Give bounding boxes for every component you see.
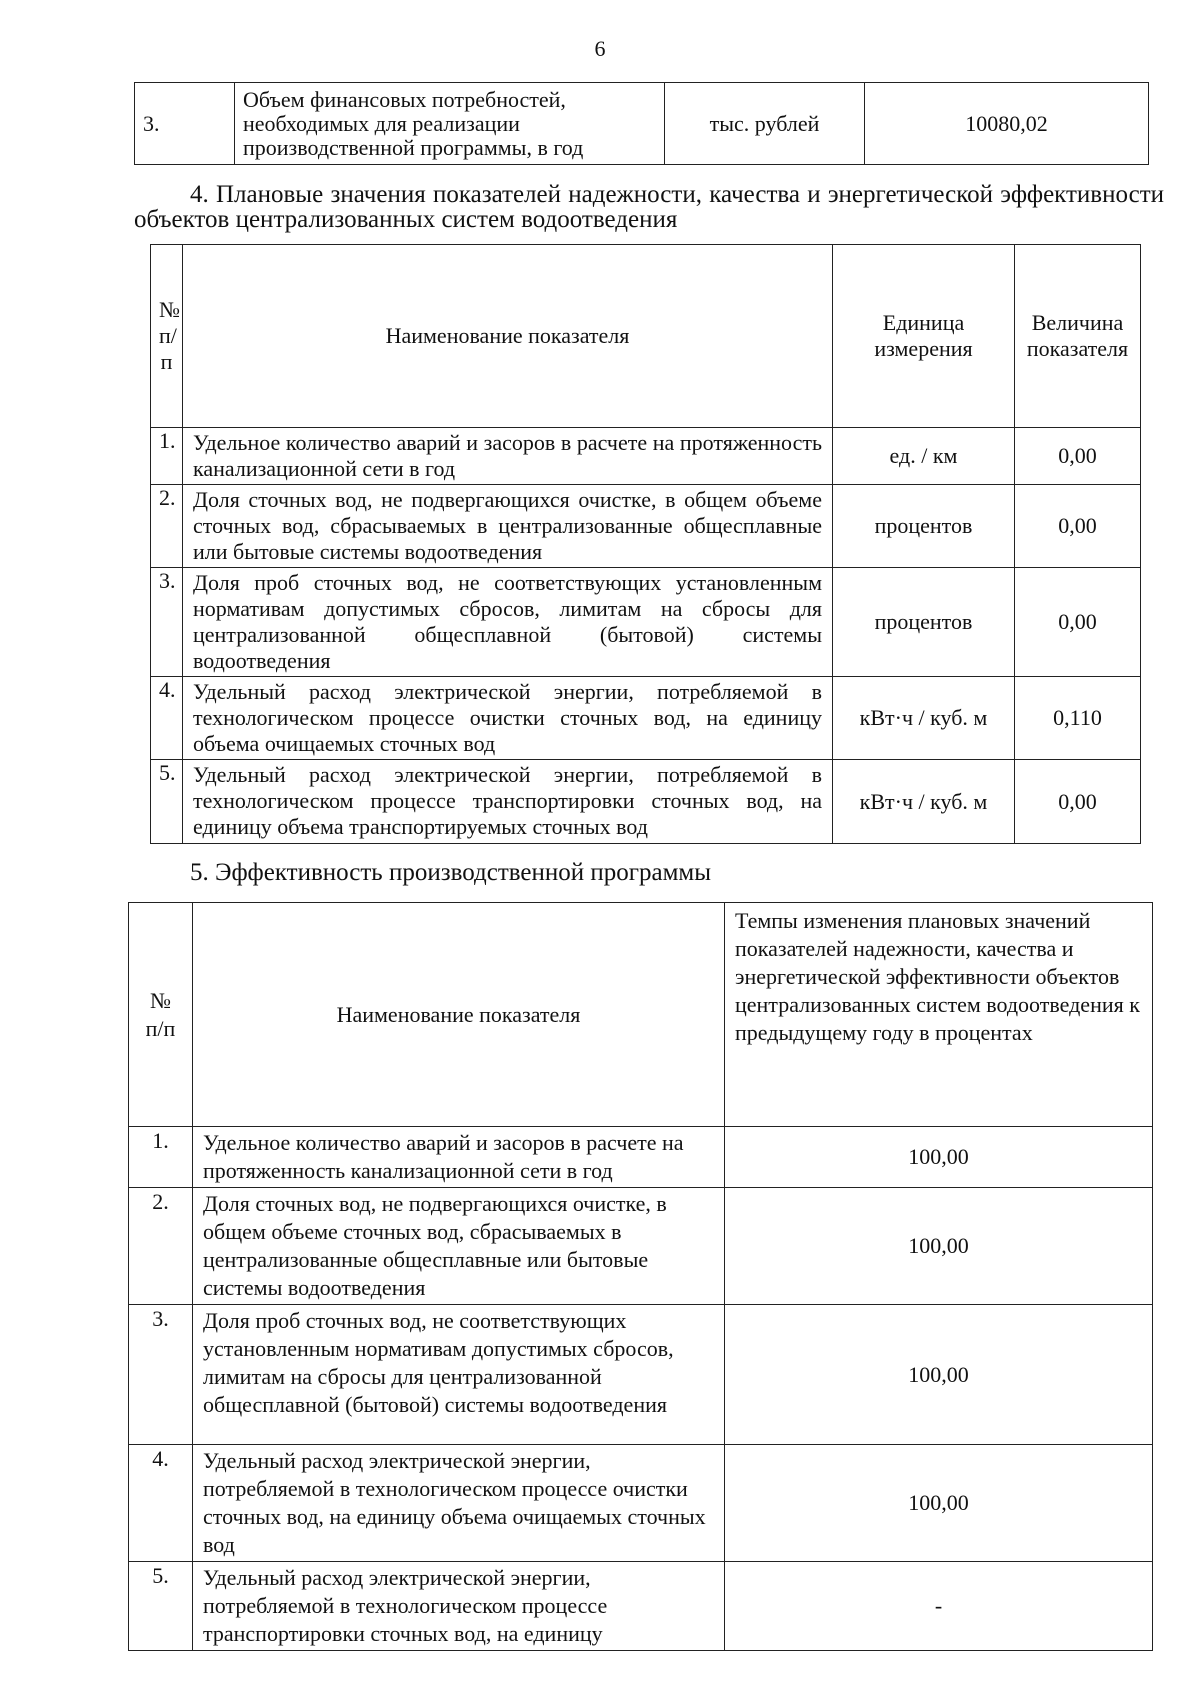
tempo-value-cell: 100,00 [725, 1305, 1153, 1445]
row-number: 3. [129, 1305, 193, 1445]
header-name: Наименование показателя [183, 245, 833, 428]
table-row [151, 428, 1141, 485]
row-number: 3. [135, 83, 235, 165]
tempo-value-cell: 100,00 [725, 1445, 1153, 1562]
section-4-heading: 4. Плановые значения показателей надежности, качества и энергетической эффективности объектов централизованных систем водоотведения [134, 181, 1164, 233]
page-number: 6 [594, 36, 606, 61]
unit-cell: кВт·ч / куб. м [833, 760, 1015, 844]
table-row [151, 677, 1141, 760]
indicator-name: Удельный расход электрической энергии, потребляемой в технологическом процессе транспортировки сточных вод, на единицу [193, 1562, 725, 1651]
table-row [151, 568, 1141, 677]
value-cell: 0,00 [1015, 760, 1141, 844]
unit-cell: процентов [833, 568, 1015, 677]
unit-cell: кВт·ч / куб. м [833, 677, 1015, 760]
indicator-name: Удельное количество аварий и засоров в расчете на протяженность канализационной сети в год [183, 428, 833, 485]
tempo-value-cell: - [725, 1562, 1153, 1651]
header-name: Наименование показателя [193, 903, 725, 1127]
unit-cell: процентов [833, 485, 1015, 568]
table-row [129, 1562, 1153, 1651]
table-row [151, 485, 1141, 568]
value-cell: 0,00 [1015, 428, 1141, 485]
table-row [135, 83, 1149, 165]
indicator-name: Удельный расход электрической энергии, потребляемой в технологическом процессе очистки сточных вод, на единицу объема очищаемых сточных вод [183, 677, 833, 760]
value-cell: 0,00 [1015, 568, 1141, 677]
table-header-row [129, 903, 1153, 1127]
table-row [129, 1127, 1153, 1188]
table-header-row [151, 245, 1141, 428]
indicator-name: Удельный расход электрической энергии, потребляемой в технологическом процессе транспортировки сточных вод, на единицу объема транспортируемых сточных вод [183, 760, 833, 844]
row-number: 5. [129, 1562, 193, 1651]
row-number: 2. [151, 485, 183, 568]
tempo-value-cell: 100,00 [725, 1188, 1153, 1305]
row-number: 5. [151, 760, 183, 844]
value-cell: 10080,02 [865, 83, 1149, 165]
row-number: 2. [129, 1188, 193, 1305]
row-number: 1. [129, 1127, 193, 1188]
indicator-name: Доля сточных вод, не подвергающихся очистке, в общем объеме сточных вод, сбрасываемых в централизованные общесплавные или бытовые системы водоотведения [183, 485, 833, 568]
row-number: 4. [129, 1445, 193, 1562]
efficiency-table [128, 902, 1153, 1651]
indicators-table [150, 244, 1141, 844]
unit-cell: ед. / км [833, 428, 1015, 485]
header-tempo: Темпы изменения плановых значений показателей надежности, качества и энергетической эффективности объектов централизованных систем водоотведения к предыдущему году в процентах [725, 903, 1153, 1127]
row-number: 3. [151, 568, 183, 677]
indicator-name: Удельный расход электрической энергии, потребляемой в технологическом процессе очистки сточных вод, на единицу объема очищаемых сточных вод [193, 1445, 725, 1562]
value-cell: 0,110 [1015, 677, 1141, 760]
table-row [129, 1445, 1153, 1562]
row-number: 4. [151, 677, 183, 760]
section-5-heading: 5. Эффективность производственной программы [190, 859, 712, 886]
indicator-name: Объем финансовых потребностей, необходимых для реализации производственной программы, в год [235, 83, 665, 165]
indicator-name: Доля проб сточных вод, не соответствующих установленным нормативам допустимых сбросов, лимитам на сбросы для централизованной общесплавной (бытовой) системы водоотведения [193, 1305, 725, 1445]
header-unit: Единица измерения [833, 245, 1015, 428]
unit-cell: тыс. рублей [665, 83, 865, 165]
value-cell: 0,00 [1015, 485, 1141, 568]
table-row [129, 1188, 1153, 1305]
indicator-name: Доля проб сточных вод, не соответствующих установленным нормативам допустимых сбросов, лимитам на сбросы для централизованной общесплавной (бытовой) системы водоотведения [183, 568, 833, 677]
finance-table [134, 82, 1149, 165]
row-number: 1. [151, 428, 183, 485]
tempo-value-cell: 100,00 [725, 1127, 1153, 1188]
header-num: № п/п [129, 903, 193, 1127]
header-num: № п/п [151, 245, 183, 428]
table-row [151, 760, 1141, 844]
indicator-name: Удельное количество аварий и засоров в расчете на протяженность канализационной сети в год [193, 1127, 725, 1188]
header-value: Величина показателя [1015, 245, 1141, 428]
indicator-name: Доля сточных вод, не подвергающихся очистке, в общем объеме сточных вод, сбрасываемых в централизованные общесплавные или бытовые системы водоотведения [193, 1188, 725, 1305]
table-row [129, 1305, 1153, 1445]
